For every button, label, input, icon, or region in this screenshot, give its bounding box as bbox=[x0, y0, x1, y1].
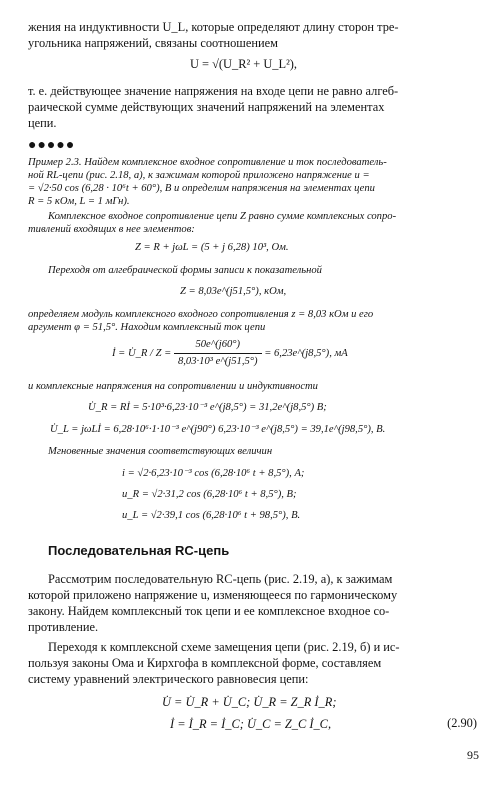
fraction-numerator: 50e^(j60°) bbox=[174, 337, 262, 354]
example-line: = √2·50 cos (6,28 · 10⁶t + 60°), В и определим напряжения на элементах цепи bbox=[28, 183, 375, 194]
formula: Z = 8,03e^(j51,5°), кОм, bbox=[180, 286, 287, 297]
text-line: жения на индуктивности U_L, которые определяют длину сторон тре- bbox=[28, 20, 399, 34]
example-line: R = 5 кОм, L = 1 мГн). bbox=[28, 196, 130, 207]
text-line: пользуя законы Ома и Кирхгофа в комплексной форме, составляем bbox=[28, 656, 382, 670]
formula-left: İ = U̇_R / Z = bbox=[112, 347, 172, 359]
formula-right: = 6,23e^(j8,5°), мА bbox=[264, 347, 348, 359]
equation-number: (2.90) bbox=[447, 716, 477, 730]
formula-fraction-row bbox=[112, 337, 348, 370]
text-line: которой приложено напряжение u, изменяющееся по гармоническому bbox=[28, 588, 398, 602]
formula: U̇_L = jωLİ = 6,28·10⁶·1·10⁻³ e^(j90°) 6,23·10⁻³ e^(j8,5°) = 39,1e^(j98,5°), В. bbox=[50, 424, 386, 435]
section-separator: ●●●●● bbox=[28, 138, 76, 153]
text-line: Переходя к комплексной схеме замещения цепи (рис. 2.19, б) и ис- bbox=[48, 640, 400, 654]
example-line: определяем модуль комплексного входного сопротивления z = 8,03 кОм и его bbox=[28, 309, 374, 320]
text-line: закону. Найдем комплексный ток цепи и ее комплексное входное со- bbox=[28, 604, 390, 618]
text-line: Рассмотрим последовательную RC-цепь (рис. 2.19, а), к зажимам bbox=[48, 572, 393, 586]
text-line: раической сумме действующих значений напряжений на элементах bbox=[28, 100, 385, 114]
example-line: Переходя от алгебраической формы записи к показательной bbox=[48, 265, 322, 276]
text-line: угольника напряжений, связаны соотношением bbox=[28, 36, 278, 50]
example-line: тивлений входящих в нее элементов: bbox=[28, 224, 195, 235]
formula: U = √(U_R² + U_L²), bbox=[190, 57, 298, 71]
formula: i = √2·6,23·10⁻³ cos (6,28·10⁶ t + 8,5°), А; bbox=[122, 468, 305, 479]
example-line: и комплексные напряжения на сопротивлении и индуктивности bbox=[28, 381, 318, 392]
formula: Z = R + jωL = (5 + j 6,28) 10³, Ом. bbox=[135, 242, 289, 253]
example-line: ной RL-цепи (рис. 2.18, а), к зажимам которой приложено напряжение u = bbox=[28, 170, 370, 181]
example-line: Пример 2.3. Найдем комплексное входное сопротивление и ток последователь- bbox=[28, 157, 387, 168]
example-line: аргумент φ = 51,5°. Находим комплексный ток цепи bbox=[28, 322, 266, 333]
formula: İ = İ_R = İ_C; U̇_C = Z_C İ_C, bbox=[170, 717, 332, 731]
formula: u_R = √2·31,2 cos (6,28·10⁶ t + 8,5°), В; bbox=[122, 489, 297, 500]
text-line: цепи. bbox=[28, 116, 57, 130]
text-line: т. е. действующее значение напряжения на входе цепи не равно алгеб- bbox=[28, 84, 399, 98]
fraction bbox=[174, 337, 262, 370]
page-number: 95 bbox=[467, 748, 479, 762]
formula: U̇_R = Rİ = 5·10³·6,23·10⁻³ e^(j8,5°) = 31,2e^(j8,5°) В; bbox=[88, 402, 327, 413]
section-heading: Последовательная RC-цепь bbox=[48, 543, 230, 558]
example-line: Комплексное входное сопротивление цепи Z равно сумме комплексных сопро- bbox=[48, 211, 397, 222]
text-line: систему уравнений электрического равновесия цепи: bbox=[28, 672, 309, 686]
example-line: Мгновенные значения соответствующих величин bbox=[48, 446, 273, 457]
fraction-denominator: 8,03·10³ e^(j51,5°) bbox=[177, 356, 258, 367]
formula: u_L = √2·39,1 cos (6,28·10⁶ t + 98,5°), В. bbox=[122, 510, 301, 521]
text-line: противление. bbox=[28, 620, 99, 634]
formula: U̇ = U̇_R + U̇_C; U̇_R = Z_R İ_R; bbox=[162, 695, 337, 709]
